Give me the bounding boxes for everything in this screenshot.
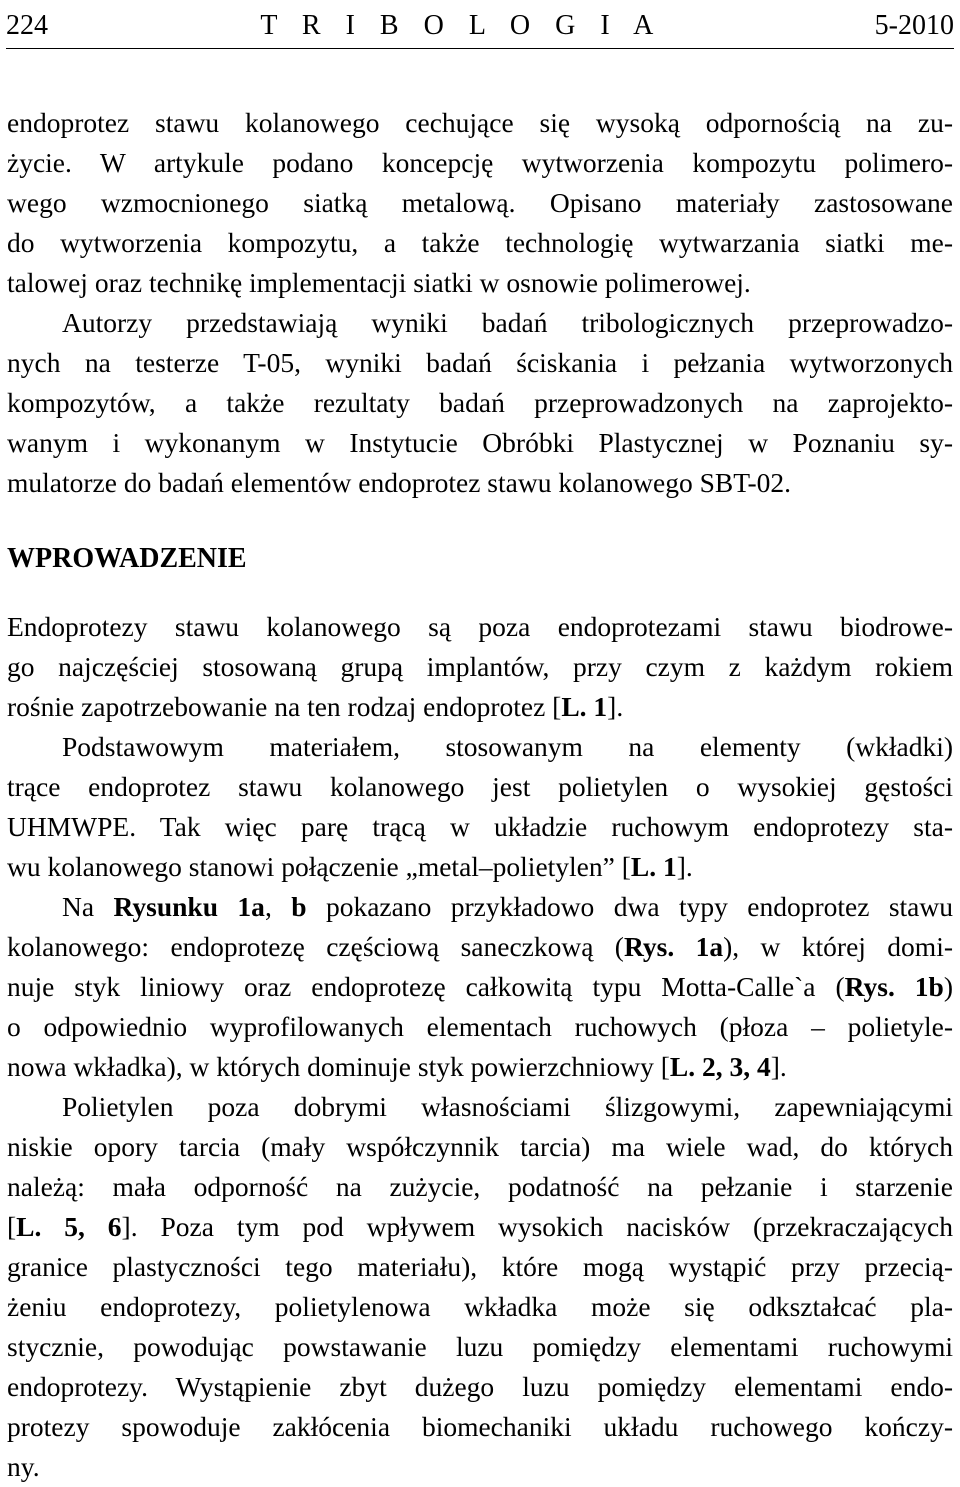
figure-reference: b: [291, 891, 307, 922]
abstract-paragraph-2: [7, 303, 953, 503]
reference-citation: L. 1: [630, 851, 677, 882]
text-line: wu kolanowego stanowi połączenie „metal–polietylen” [L. 1].: [7, 851, 693, 882]
text-line: kolanowego: endoprotezę częściową saneczkową (Rys. 1a), w której domi-: [7, 931, 953, 962]
text-line: mulatorze do badań elementów endoprotez stawu kolanowego SBT-02.: [7, 467, 792, 498]
section-heading: WPROWADZENIE: [7, 543, 247, 574]
reference-citation: L. 2, 3, 4: [669, 1051, 771, 1082]
text-line: nych na testerze T-05, wyniki badań ściskania i pełzania wytworzonych: [7, 347, 953, 378]
text-line: endoprotezy. Wystąpienie zbyt dużego luzu pomiędzy elementami endo-: [7, 1371, 953, 1402]
text-line: stycznie, powodując powstawanie luzu pomiędzy elementami ruchowymi: [7, 1331, 953, 1362]
text-line: Endoprotezy stawu kolanowego są poza endoprotezami stawu biodrowe-: [7, 611, 953, 642]
text-line: wanym i wykonanym w Instytucie Obróbki Plastycznej w Poznaniu sy-: [7, 427, 953, 458]
text-line: talowej oraz technikę implementacji siatki w osnowie polimerowej.: [7, 267, 751, 298]
text-line: Na Rysunku 1a, b pokazano przykładowo dwa typy endoprotez stawu: [62, 891, 953, 922]
paragraph-2: [7, 727, 953, 887]
paragraph-3: [7, 887, 953, 1087]
page-number: 224: [6, 10, 48, 41]
reference-citation: L. 1: [561, 691, 608, 722]
text-line: należą: mała odporność na zużycie, podatność na pełzanie i starzenie: [7, 1171, 953, 1202]
text-line: niskie opory tarcia (mały współczynnik tarcia) ma wiele wad, do których: [7, 1131, 953, 1162]
text-line: kompozytów, a także rezultaty badań przeprowadzonych na zaprojekto-: [7, 387, 953, 418]
text-line: żeniu endoprotezy, polietylenowa wkładka może się odkształcać pla-: [7, 1291, 953, 1322]
journal-title: T R I B O L O G I A: [260, 10, 663, 41]
text-line: nowa wkładka), w których dominuje styk powierzchniowy [L. 2, 3, 4].: [7, 1051, 787, 1082]
text-line: Autorzy przedstawiają wyniki badań tribologicznych przeprowadzo-: [62, 307, 953, 338]
text-line: do wytworzenia kompozytu, a także technologię wytwarzania siatki me-: [7, 227, 953, 258]
article-body: [7, 103, 953, 1487]
text-line: endoprotez stawu kolanowego cechujące się wysoką odpornością na zu-: [7, 107, 953, 138]
text-line: wego wzmocnionego siatką metalową. Opisano materiały zastosowane: [7, 187, 953, 218]
text-line: nuje styk liniowy oraz endoprotezę całkowitą typu Motta-Calle`a (Rys. 1b): [7, 971, 954, 1002]
text-line: [L. 5, 6]. Poza tym pod wpływem wysokich nacisków (przekraczających: [7, 1211, 953, 1242]
text-line: Polietylen poza dobrymi własnościami ślizgowymi, zapewniającymi: [62, 1091, 953, 1122]
text-line: protezy spowoduje zakłócenia biomechaniki układu ruchowego kończy-: [7, 1411, 953, 1442]
text-line: rośnie zapotrzebowanie na ten rodzaj endoprotez [L. 1].: [7, 691, 624, 722]
text-line: go najczęściej stosowaną grupą implantów, przy czym z każdym rokiem: [7, 651, 953, 682]
text-line: o odpowiednio wyprofilowanych elementach ruchowych (płoza – polietyle-: [7, 1011, 953, 1042]
text-line: życie. W artykule podano koncepcję wytworzenia kompozytu polimero-: [7, 147, 953, 178]
reference-citation: L. 5, 6: [16, 1211, 122, 1242]
text-line: granice plastyczności tego materiału), które mogą wystąpić przy przecią-: [7, 1251, 953, 1282]
text-line: Podstawowym materiałem, stosowanym na elementy (wkładki): [62, 731, 953, 762]
running-header: [6, 0, 954, 49]
text-line: UHMWPE. Tak więc parę trącą w układzie ruchowym endoprotezy sta-: [7, 811, 953, 842]
abstract-paragraph-1: [7, 103, 953, 303]
figure-reference: Rys. 1b: [844, 971, 944, 1002]
text-line: trące endoprotez stawu kolanowego jest polietylen o wysokiej gęstości: [7, 771, 953, 802]
paragraph-1: [7, 607, 953, 727]
text-line: ny.: [7, 1451, 40, 1482]
paragraph-4: [7, 1087, 953, 1487]
figure-reference: Rys. 1a: [623, 931, 724, 962]
issue-number: 5-2010: [874, 10, 954, 41]
figure-reference: Rysunku 1a: [113, 891, 265, 922]
